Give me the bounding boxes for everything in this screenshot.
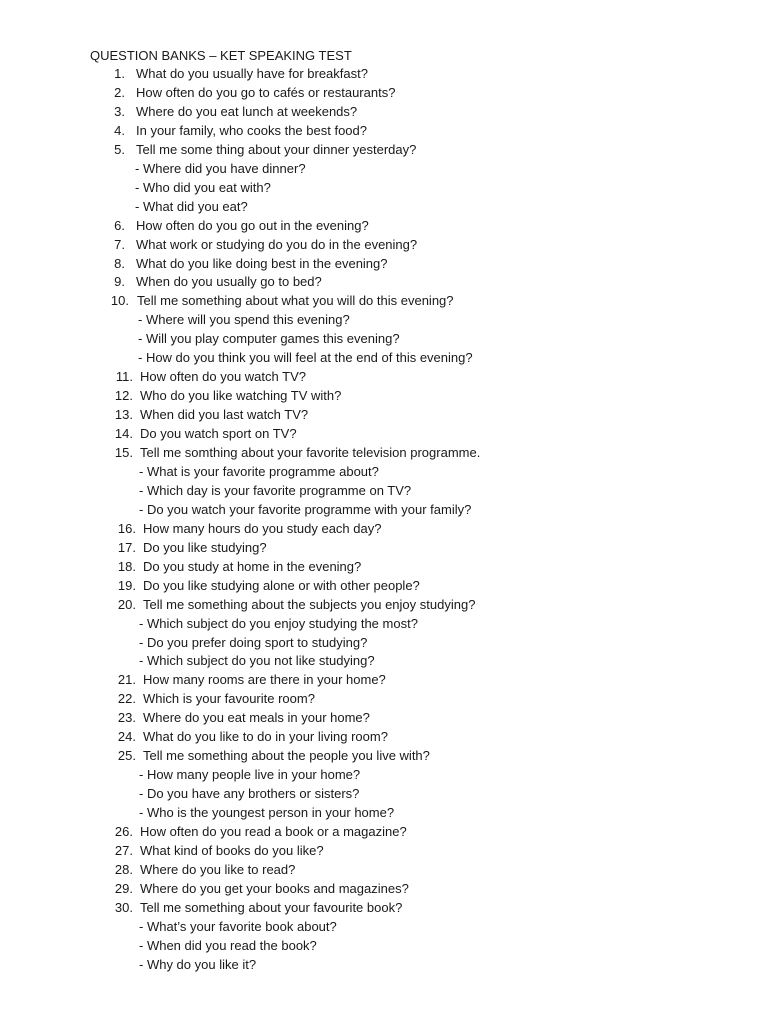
question-item [0,443,768,462]
question-text: In your family, who cooks the best food? [136,122,367,138]
question-text: Where do you get your books and magazines? [140,880,409,896]
question-item [0,140,768,159]
question-item [0,254,768,273]
question-text: What kind of books do you like? [140,842,324,858]
question-item [0,386,768,405]
sub-question-text: - Where did you have dinner? [135,160,306,176]
question-item [0,83,768,102]
question-item [0,557,768,576]
question-text: What do you like to do in your living room? [143,729,388,745]
question-item [0,841,768,860]
question-text: Tell me something about what you will do this evening? [137,293,454,309]
question-number: 23. [117,710,136,726]
sub-question-item [0,917,768,936]
sub-question-text: - Do you prefer doing sport to studying? [139,634,368,650]
sub-question-text: - Where will you spend this evening? [138,312,350,328]
question-number: 29. [114,880,133,896]
question-number: 17. [117,539,136,555]
question-text: How often do you go out in the evening? [136,217,369,233]
question-number: 28. [114,861,133,877]
question-number: 19. [117,577,136,593]
question-item [0,595,768,614]
question-number: 5. [114,141,125,157]
question-number: 20. [117,596,136,612]
question-item [0,272,768,291]
question-text: How often do you go to cafés or restaurants? [136,85,396,100]
question-number: 13. [114,407,133,423]
question-number: 15. [114,445,133,460]
question-number: 30. [114,899,133,915]
question-text: Do you watch sport on TV? [140,426,297,442]
sub-question-item [0,348,768,367]
sub-question-text: - Will you play computer games this evening? [138,331,400,347]
question-text: Who do you like watching TV with? [140,388,342,404]
question-number: 12. [114,388,133,404]
sub-question-item [0,329,768,348]
question-item [0,898,768,917]
sub-question-item [0,197,768,216]
sub-question-item [0,765,768,784]
question-number: 21. [117,672,136,688]
question-item [0,405,768,424]
question-text: How many rooms are there in your home? [143,672,386,688]
document-title: QUESTION BANKS – KET SPEAKING TEST [90,48,352,63]
sub-question-item [0,651,768,670]
question-number: 16. [117,520,136,536]
question-item [0,822,768,841]
question-number: 27. [114,842,133,858]
sub-question-text: - Who is the youngest person in your home? [139,805,395,820]
question-text: Do you like studying alone or with other people? [143,577,420,593]
question-item [0,424,768,443]
sub-question-text: - When did you read the book? [139,937,317,953]
sub-question-item [0,614,768,633]
sub-question-item [0,310,768,329]
question-number: 9. [114,274,125,290]
question-item [0,121,768,140]
question-text: Where do you like to read? [140,861,296,877]
sub-question-text: - Which subject do you enjoy studying the most? [139,615,418,631]
question-text: Which is your favourite room? [143,691,315,707]
question-text: What do you like doing best in the evening? [136,255,388,271]
sub-question-item [0,936,768,955]
sub-question-text: - Which subject do you not like studying? [139,653,375,669]
question-text: Do you study at home in the evening? [143,558,362,574]
question-item [0,689,768,708]
question-item [0,235,768,254]
question-text: Tell me something about your favourite book? [140,899,403,915]
question-item [0,576,768,595]
question-text: When did you last watch TV? [140,407,309,423]
question-number: 26. [114,824,133,839]
question-number: 10. [110,293,129,309]
sub-question-text: - What is your favorite programme about? [139,463,379,479]
sub-question-item [0,481,768,500]
sub-question-item [0,784,768,803]
question-number: 8. [114,255,125,271]
question-text: When do you usually go to bed? [136,274,322,290]
sub-question-item [0,178,768,197]
sub-question-text: - What’s your favorite book about? [139,918,337,934]
sub-question-text: - Do you have any brothers or sisters? [139,786,360,802]
sub-question-text: - How many people live in your home? [139,767,361,783]
question-text: Tell me somthing about your favorite television programme. [140,445,481,460]
question-item [0,64,768,83]
question-text: What work or studying do you do in the evening? [136,236,418,252]
question-item [0,216,768,235]
question-text: How many hours do you study each day? [143,520,382,536]
question-text: How often do you watch TV? [140,369,306,385]
question-number: 6. [114,217,125,233]
question-text: Tell me some thing about your dinner yesterday? [136,141,417,157]
question-item [0,708,768,727]
question-number: 18. [117,558,136,574]
sub-question-text: - Who did you eat with? [135,179,271,195]
question-text: What do you usually have for breakfast? [136,66,368,81]
question-item [0,102,768,121]
sub-question-item [0,159,768,178]
question-number: 22. [117,691,136,707]
question-number: 7. [114,236,125,252]
question-number: 2. [114,85,125,100]
question-text: Tell me something about the subjects you enjoy studying? [143,596,476,612]
sub-question-text: - How do you think you will feel at the end of this evening? [138,350,473,366]
sub-question-item [0,633,768,652]
question-number: 3. [114,103,125,119]
question-number: 14. [114,426,133,442]
sub-question-text: - Which day is your favorite programme on TV? [139,482,412,498]
question-item [0,727,768,746]
sub-question-item [0,955,768,974]
question-item [0,879,768,898]
question-number: 1. [114,66,125,81]
question-item [0,860,768,879]
sub-question-text: - Do you watch your favorite programme with your family? [139,501,472,517]
question-number: 4. [114,122,125,138]
question-number: 25. [117,748,136,764]
question-text: How often do you read a book or a magazine? [140,824,407,839]
question-text: Do you like studying? [143,539,267,555]
question-item [0,746,768,765]
sub-question-text: - Why do you like it? [139,956,257,972]
question-item [0,538,768,557]
question-text: Tell me something about the people you live with? [143,748,430,764]
question-item [0,291,768,310]
question-text: Where do you eat meals in your home? [143,710,370,726]
sub-question-item [0,500,768,519]
question-item [0,670,768,689]
question-number: 11. [115,369,133,385]
sub-question-item [0,462,768,481]
question-item [0,367,768,386]
sub-question-text: - What did you eat? [135,198,248,214]
question-item [0,519,768,538]
question-text: Where do you eat lunch at weekends? [136,103,358,119]
question-number: 24. [117,729,136,745]
sub-question-item [0,803,768,822]
